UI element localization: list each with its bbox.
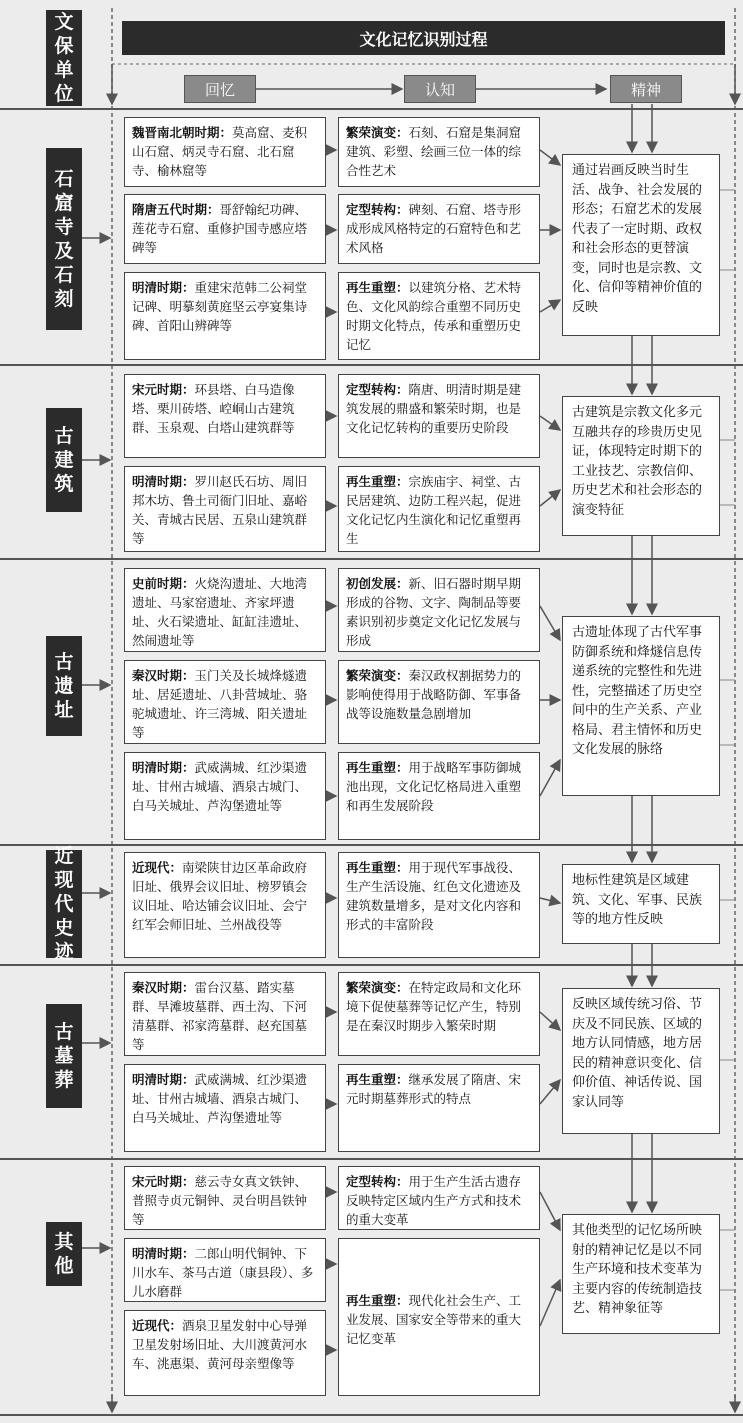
cognition-box: 繁荣演变：秦汉政权割据势力的影响使得用于战略防御、军事备战等设施数量急剧增加	[338, 660, 540, 744]
cognition-box: 再生重塑：继承发展了隋唐、宋元时期墓葬形式的特点	[338, 1064, 540, 1152]
section-divider	[0, 964, 743, 966]
spirit-box: 古建筑是宗教文化多元互融共存的珍贵历史见证，体现特定时期下的工业技艺、宗教信仰、历史艺术和社会形态的演变特征	[562, 396, 720, 536]
cognition-box: 繁荣演变：在特定政局和文化环境下促使墓葬等记忆产生，特别是在秦汉时期步入繁荣时期	[338, 972, 540, 1056]
spirit-box: 古遗址体现了古代军事防御系统和烽燧信息传递系统的完整性和先进性，完整描述了历史空间中的生产关系、产业格局、君主情怀和历史文化发展的脉络	[562, 616, 720, 796]
section-divider	[0, 844, 743, 846]
spirit-box: 其他类型的记忆场所映射的精神记忆是以不同生产环境和技术变革为主要内容的传统制造技艺、精神象征等	[562, 1214, 720, 1334]
section-divider	[0, 108, 743, 110]
diagram-title: 文化记忆识别过程	[122, 21, 725, 55]
recall-box: 明清时期：罗川赵氏石坊、周旧邦木坊、鲁土司衙门旧址、嘉峪关、青城古民居、五泉山建筑群等	[124, 466, 326, 552]
stage-spirit: 精神	[610, 75, 682, 103]
spirit-box: 地标性建筑是区域建筑、文化、军事、民族等的地方性反映	[562, 864, 720, 944]
cognition-box: 初创发展：新、旧石器时期早期形成的谷物、文字、陶制品等要素识别初步奠定文化记忆发展与形成	[338, 568, 540, 652]
cognition-box: 繁荣演变：石刻、石窟是集洞窟建筑、彩塑、绘画三位一体的综合性艺术	[338, 117, 540, 187]
cognition-box: 定型转构：隋唐、明清时期是建筑发展的鼎盛和繁荣时期，也是文化记忆转构的重要历史阶段	[338, 374, 540, 458]
spirit-box: 反映区域传统习俗、节庆及不同民族、区域的地方认同情感，地方居民的精神意识变化、信仰价值、神话传说、国家认同等	[562, 988, 720, 1134]
section-divider	[0, 1158, 743, 1160]
recall-box: 近现代：酒泉卫星发射中心导弹卫星发射场旧址、大川渡黄河水车、洮惠渠、黄河母亲塑像等	[124, 1310, 326, 1396]
corner-label: 文保单位	[46, 10, 82, 106]
section-label-architecture: 古建筑	[46, 408, 82, 512]
recall-box: 明清时期：武威满城、红沙渠遗址、甘州古城墙、酒泉古城门、白马关城址、芦沟堡遗址等	[124, 1064, 326, 1152]
recall-box: 明清时期：武威满城、红沙渠遗址、甘州古城墙、酒泉古城门、白马关城址、芦沟堡遗址等	[124, 752, 326, 840]
cognition-box: 定型转构：用于生产生活古遗存反映特定区域内生产方式和技术的重大变革	[338, 1166, 540, 1230]
section-label-ruins: 古遗址	[46, 636, 82, 736]
section-divider	[0, 364, 743, 366]
recall-box: 明清时期：重建宋范韩二公祠堂记碑、明摹刻黄庭坚云亭宴集诗碑、首阳山辨碑等	[124, 272, 326, 360]
recall-box: 近现代：南梁陕甘边区革命政府旧址、俄界会议旧址、榜罗镇会议旧址、哈达铺会议旧址、会宁红军会师旧址、兰州战役等	[124, 852, 326, 958]
cognition-box: 再生重塑：宗族庙宇、祠堂、古民居建筑、边防工程兴起，促进文化记忆内生演化和记忆重塑再生	[338, 466, 540, 552]
cognition-box: 定型转构：碑刻、石窟、塔寺形成形成风格特定的石窟特色和艺术风格	[338, 194, 540, 264]
section-label-others: 其他	[46, 1222, 82, 1286]
section-divider	[0, 558, 743, 560]
cognition-box: 再生重塑：以建筑分格、艺术特色、文化风韵综合重塑不同历史时期文化特点，传承和重塑历史记忆	[338, 272, 540, 360]
recall-box: 魏晋南北朝时期：莫高窟、麦积山石窟、炳灵寺石窟、北石窟寺、榆林窟等	[124, 117, 326, 187]
cognition-box: 再生重塑：现代化社会生产、工业发展、国家安全等带来的重大记忆变革	[338, 1238, 540, 1396]
recall-box: 宋元时期：环县塔、白马造像塔、栗川砖塔、崆峒山古建筑群、玉泉观、白塔山建筑群等	[124, 374, 326, 458]
recall-box: 秦汉时期：玉门关及长城烽燧遗址、居延遗址、八卦营城址、骆驼城遗址、许三湾城、阳关遗址等	[124, 660, 326, 744]
recall-box: 明清时期：二郎山明代铜钟、下川水车、茶马古道（康县段）、多儿水磨群	[124, 1238, 326, 1302]
recall-box: 隋唐五代时期：哥舒翰纪功碑、莲花寺石窟、重修护国寺感应塔碑等	[124, 194, 326, 264]
cognition-box: 再生重塑：用于战略军事防御城池出现，文化记忆格局进入重塑和再生发展阶段	[338, 752, 540, 840]
section-label-grottoes: 石窟寺及石刻	[46, 148, 82, 330]
stage-recall: 回忆	[184, 75, 256, 103]
section-label-tombs: 古墓葬	[46, 1004, 82, 1108]
recall-box: 秦汉时期：雷台汉墓、踏实墓群、旱滩坡墓群、西土沟、下河清墓群、祁家湾墓群、赵充国墓等	[124, 972, 326, 1056]
recall-box: 史前时期：火烧沟遗址、大地湾遗址、马家窑遗址、齐家坪遗址、火石梁遗址、缸缸洼遗址、然闹遗址等	[124, 568, 326, 652]
section-label-modern-sites: 近现代史迹	[46, 850, 82, 958]
section-divider	[0, 1414, 743, 1416]
recall-box: 宋元时期：慈云寺女真文铁钟、普照寺贞元铜钟、灵台明昌铁钟等	[124, 1166, 326, 1230]
cognition-box: 再生重塑：用于现代军事战役、生产生活设施、红色文化遗迹及建筑数量增多，是对文化内容和形式的丰富阶段	[338, 852, 540, 958]
spirit-box: 通过岩画反映当时生活、战争、社会发展的形态；石窟艺术的发展代表了一定时期、政权和社会形态的更替演变，同时也是宗教、文化、信仰等精神价值的反映	[562, 154, 720, 336]
stage-cognition: 认知	[404, 75, 476, 103]
